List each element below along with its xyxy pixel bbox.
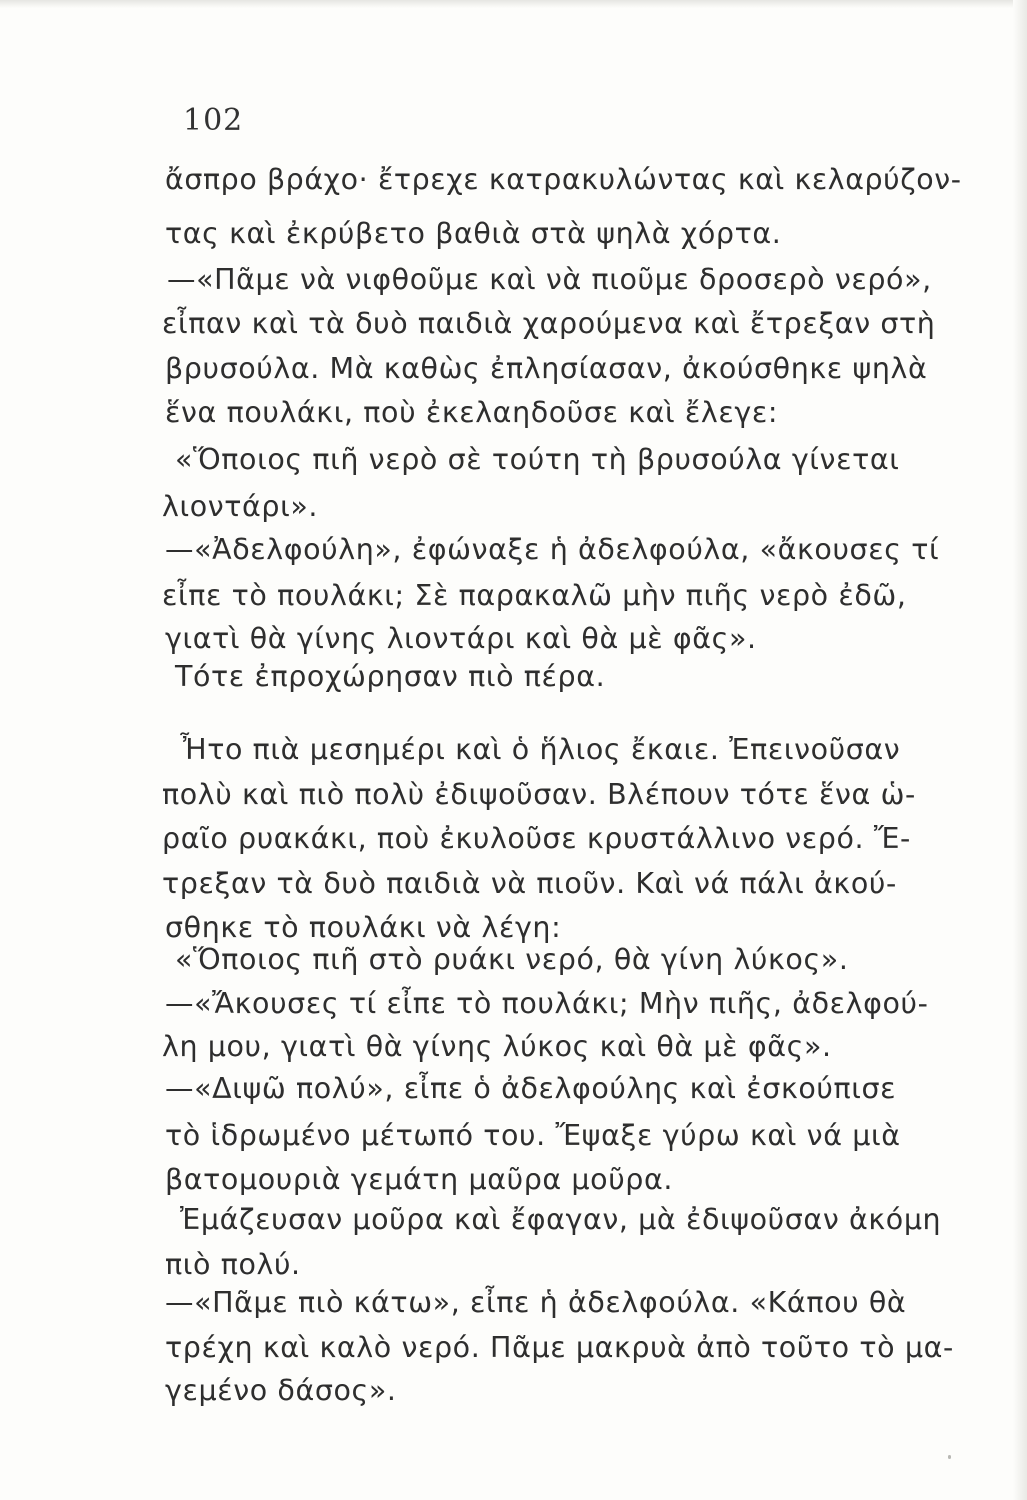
text-line: γιατὶ θὰ γίνης λιοντάρι καὶ θὰ μὲ φᾶς».	[165, 622, 757, 655]
text-line: λη μου, γιατὶ θὰ γίνης λύκος καὶ θὰ μὲ φᾶς».	[162, 1030, 832, 1063]
page-right-edge	[1013, 0, 1027, 1500]
text-line: Τότε ἐπροχώρησαν πιὸ πέρα.	[175, 660, 606, 693]
page-top-edge	[0, 0, 1027, 8]
text-line: εἶπαν καὶ τὰ δυὸ παιδιὰ χαρούμενα καὶ ἔτρεξαν στὴ	[162, 307, 936, 340]
text-line: —«Πᾶμε πιὸ κάτω», εἶπε ἡ ἀδελφούλα. «Κάπου θὰ	[165, 1286, 907, 1319]
text-line: σθηκε τὸ πουλάκι νὰ λέγη:	[165, 911, 562, 944]
text-line: τρέχη καὶ καλὸ νερό. Πᾶμε μακρυὰ ἀπὸ τοῦτο τὸ μα-	[165, 1331, 954, 1364]
text-line: λιοντάρι».	[162, 490, 319, 523]
text-line: ραῖο ρυακάκι, ποὺ ἐκυλοῦσε κρυστάλλινο νερό. Ἔ-	[162, 822, 911, 855]
text-line: «Ὅποιος πιῆ στὸ ρυάκι νερό, θὰ γίνη λύκος».	[175, 943, 849, 976]
text-line: Ἐμάζευσαν μοῦρα καὶ ἔφαγαν, μὰ ἐδιψοῦσαν ἀκόμη	[180, 1203, 942, 1236]
text-line: —«Διψῶ πολύ», εἶπε ὁ ἀδελφούλης καὶ ἐσκούπισε	[165, 1072, 897, 1105]
text-line: τρεξαν τὰ δυὸ παιδιὰ νὰ πιοῦν. Καὶ νά πάλι ἀκού-	[162, 867, 897, 900]
text-line: ἕνα πουλάκι, ποὺ ἐκελαηδοῦσε καὶ ἔλεγε:	[165, 396, 779, 429]
text-line: «Ὅποιος πιῆ νερὸ σὲ τούτη τὴ βρυσούλα γίνεται	[175, 443, 900, 476]
text-line: —«Πᾶμε νὰ νιφθοῦμε καὶ νὰ πιοῦμε δροσερὸ νερό»,	[167, 263, 932, 296]
text-line: πιὸ πολύ.	[165, 1248, 301, 1281]
ink-speck	[948, 1455, 951, 1459]
text-line: Ἦτο πιὰ μεσημέρι καὶ ὁ ἥλιος ἔκαιε. Ἐπεινοῦσαν	[180, 733, 901, 766]
text-line: βατομουριὰ γεμάτη μαῦρα μοῦρα.	[165, 1163, 674, 1196]
text-line: —«Ἄκουσες τί εἶπε τὸ πουλάκι; Μὴν πιῆς, ἀδελφού-	[165, 987, 929, 1020]
text-line: γεμένο δάσος».	[165, 1374, 397, 1407]
text-line: —«Ἀδελφούλη», ἐφώναξε ἡ ἀδελφούλα, «ἄκουσες τί	[165, 533, 940, 566]
text-line: τὸ ἱδρωμένο μέτωπό του. Ἔψαξε γύρω καὶ νά μιὰ	[165, 1119, 901, 1152]
text-line: τας καὶ ἐκρύβετο βαθιὰ στὰ ψηλὰ χόρτα.	[165, 217, 782, 250]
page-number: 102	[183, 103, 244, 138]
text-line: ἄσπρο βράχο· ἔτρεχε κατρακυλώντας καὶ κελαρύζον-	[165, 163, 962, 196]
text-line: βρυσούλα. Μὰ καθὼς ἐπλησίασαν, ἀκούσθηκε ψηλὰ	[165, 352, 928, 385]
text-line: πολὺ καὶ πιὸ πολὺ ἐδιψοῦσαν. Βλέπουν τότε ἕνα ὡ-	[162, 778, 916, 811]
text-line: εἶπε τὸ πουλάκι; Σὲ παρακαλῶ μὴν πιῆς νερὸ ἐδῶ,	[162, 579, 907, 612]
